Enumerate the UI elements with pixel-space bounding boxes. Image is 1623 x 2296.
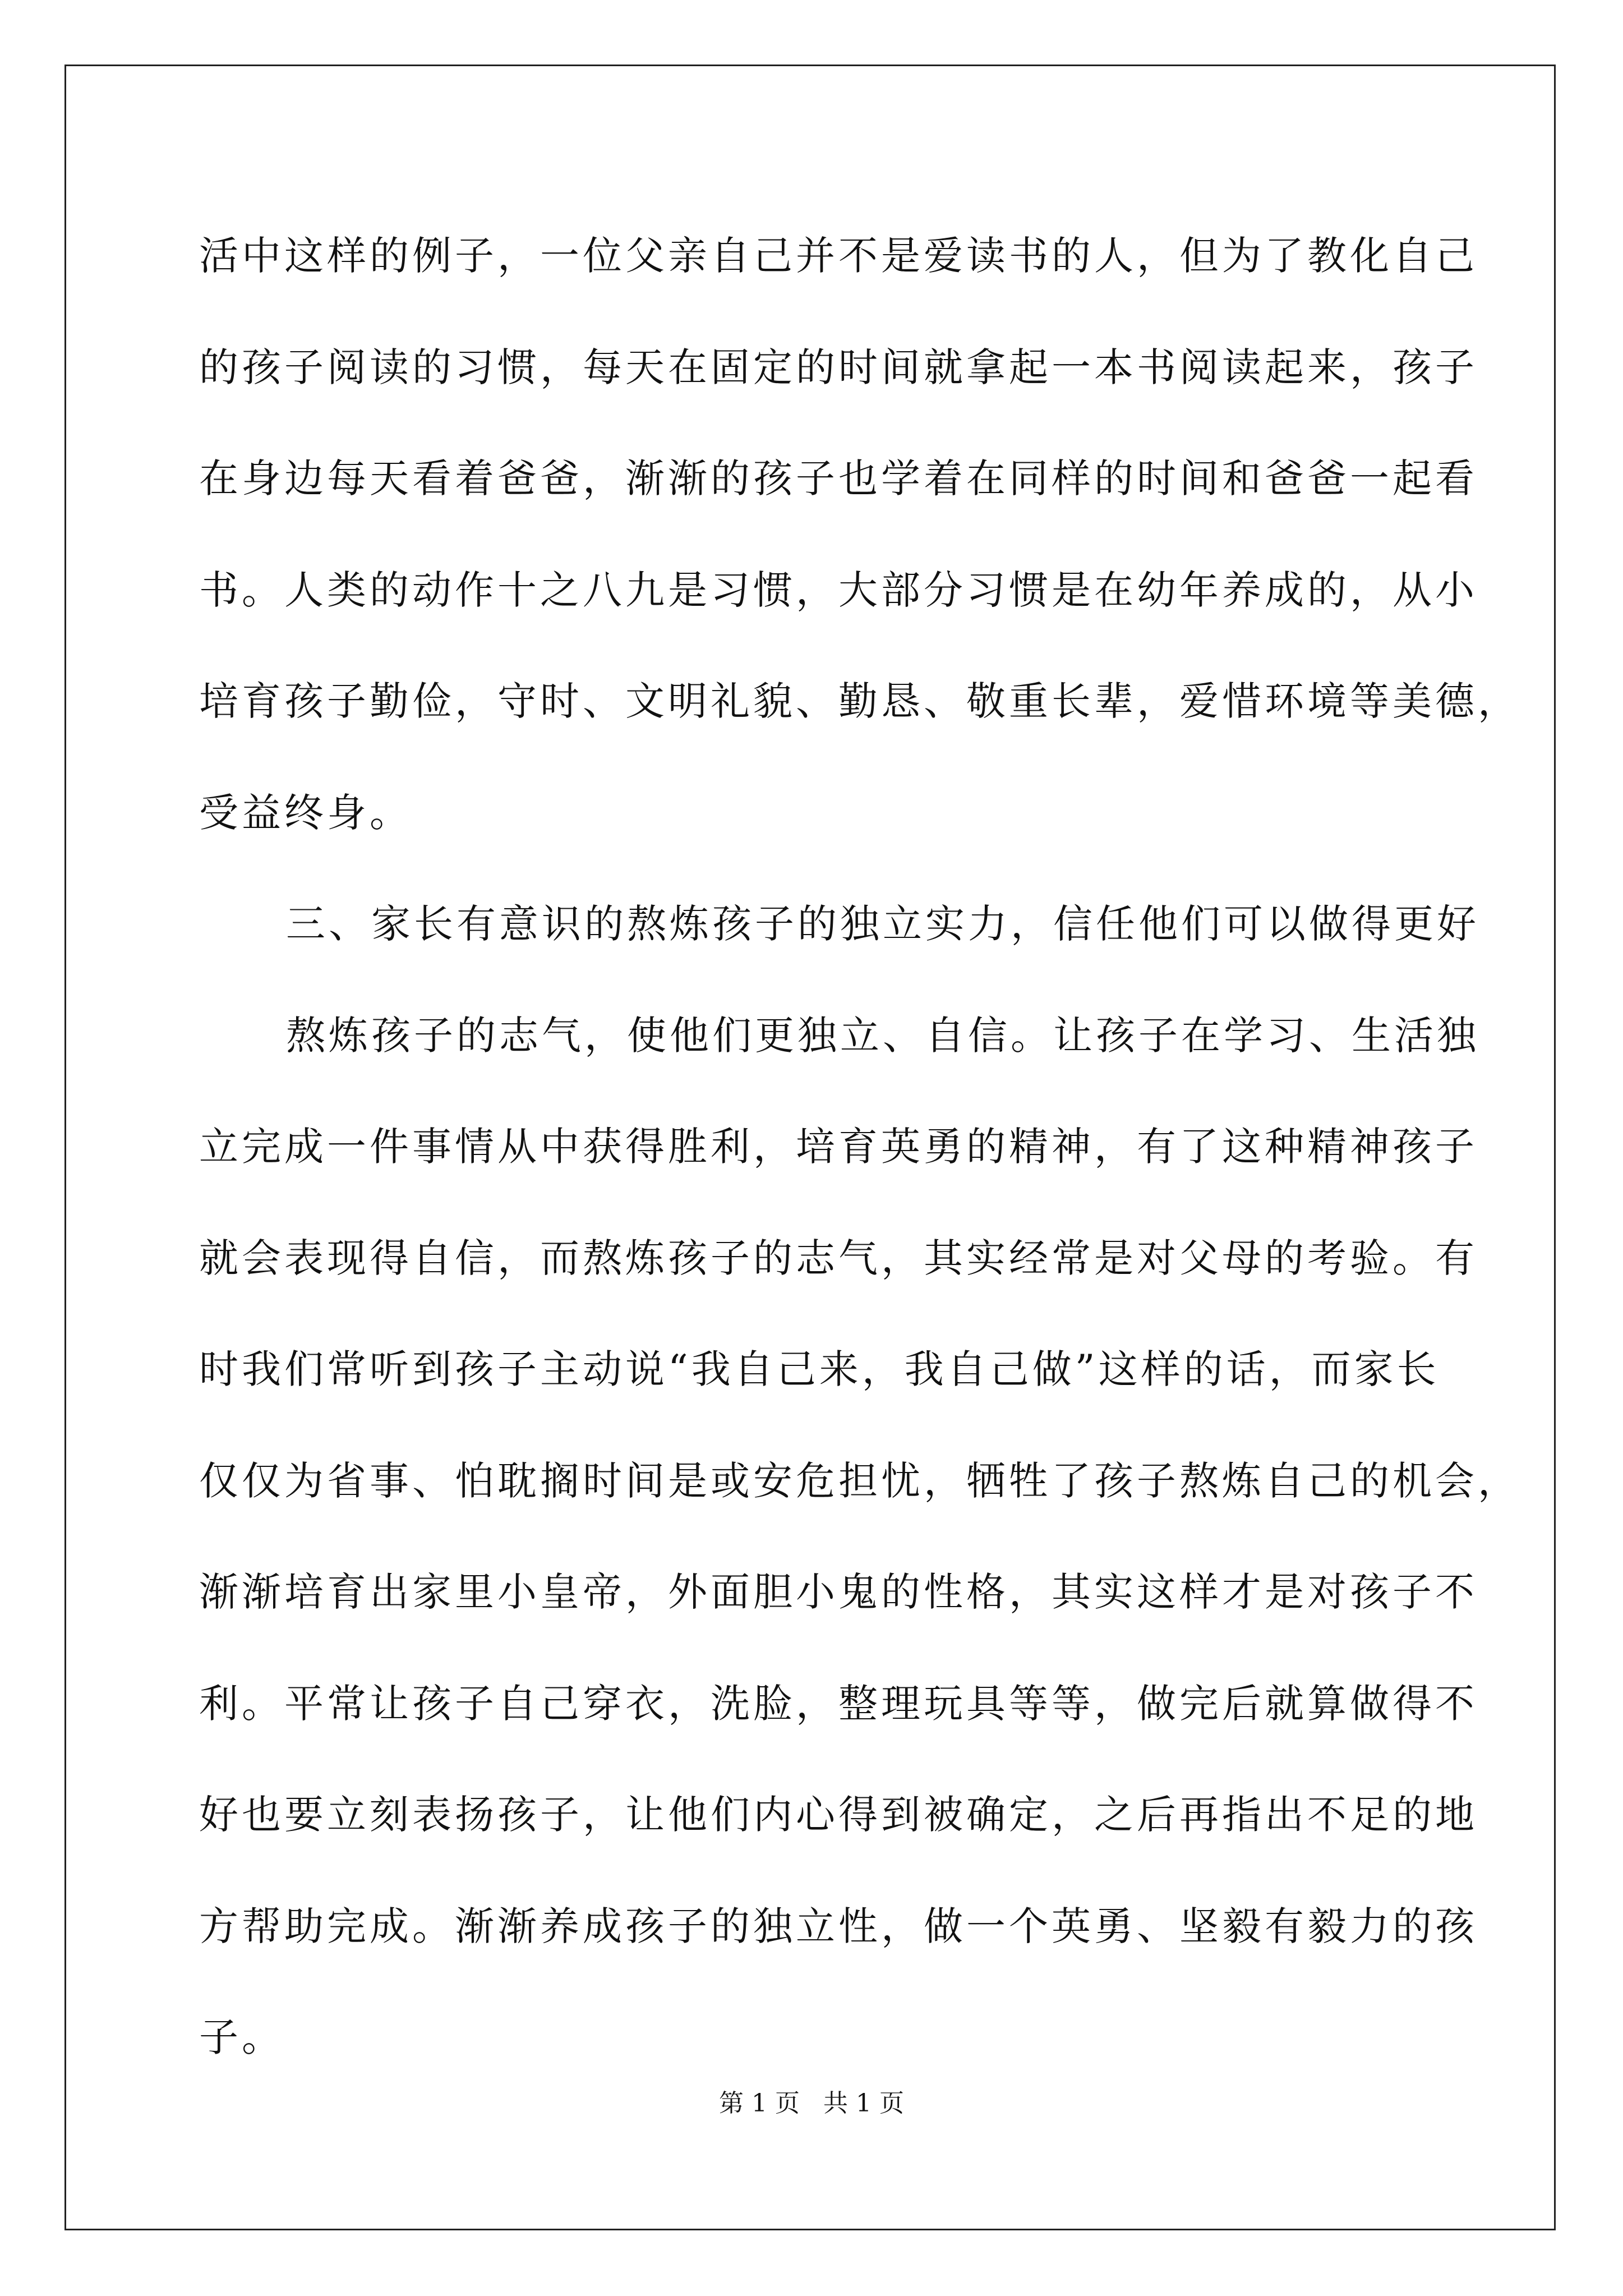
text-line: 仅仅为省事、怕耽搁时间是或安危担忧，牺牲了孩子熬炼自己的机会，	[199, 1457, 1520, 1504]
text-line: 时我们常听到孩子主动说“我自己来，我自己做”这样的话，而家长	[199, 1346, 1440, 1392]
text-line: 在身边每天看着爸爸，渐渐的孩子也学着在同样的时间和爸爸一起看	[199, 455, 1478, 501]
page-number: 第 1 页 共 1 页	[719, 2089, 904, 2118]
text-line: 熬炼孩子的志气，使他们更独立、自信。让孩子在学习、生活独	[286, 1012, 1479, 1059]
text-line: 培育孩子勤俭，守时、文明礼貌、勤恳、敬重长辈，爱惜环境等美德，	[199, 678, 1520, 724]
text-line: 受益终身。	[199, 789, 412, 836]
text-line: 书。人类的动作十之八九是习惯，大部分习惯是在幼年养成的，从小	[199, 567, 1478, 613]
text-line: 就会表现得自信，而熬炼孩子的志气，其实经常是对父母的考验。有	[199, 1235, 1478, 1281]
text-line: 的孩子阅读的习惯，每天在固定的时间就拿起一本书阅读起来，孩子	[199, 344, 1478, 390]
section-heading: 三、家长有意识的熬炼孩子的独立实力，信任他们可以做得更好	[286, 901, 1479, 947]
text-line: 活中这样的例子，一位父亲自己并不是爱读书的人，但为了教化自己	[199, 233, 1478, 279]
text-line: 子。	[199, 2014, 284, 2060]
text-line: 渐渐培育出家里小皇帝，外面胆小鬼的性格，其实这样才是对孩子不	[199, 1569, 1478, 1615]
text-line: 好也要立刻表扬孩子，让他们内心得到被确定，之后再指出不足的地	[199, 1792, 1478, 1838]
text-line: 立完成一件事情从中获得胜利，培育英勇的精神，有了这种精神孩子	[199, 1124, 1478, 1170]
text-line: 方帮助完成。渐渐养成孩子的独立性，做一个英勇、坚毅有毅力的孩	[199, 1903, 1478, 1949]
text-line: 利。平常让孩子自己穿衣，洗脸，整理玩具等等，做完后就算做得不	[199, 1680, 1478, 1727]
document-body	[199, 224, 1520, 2118]
